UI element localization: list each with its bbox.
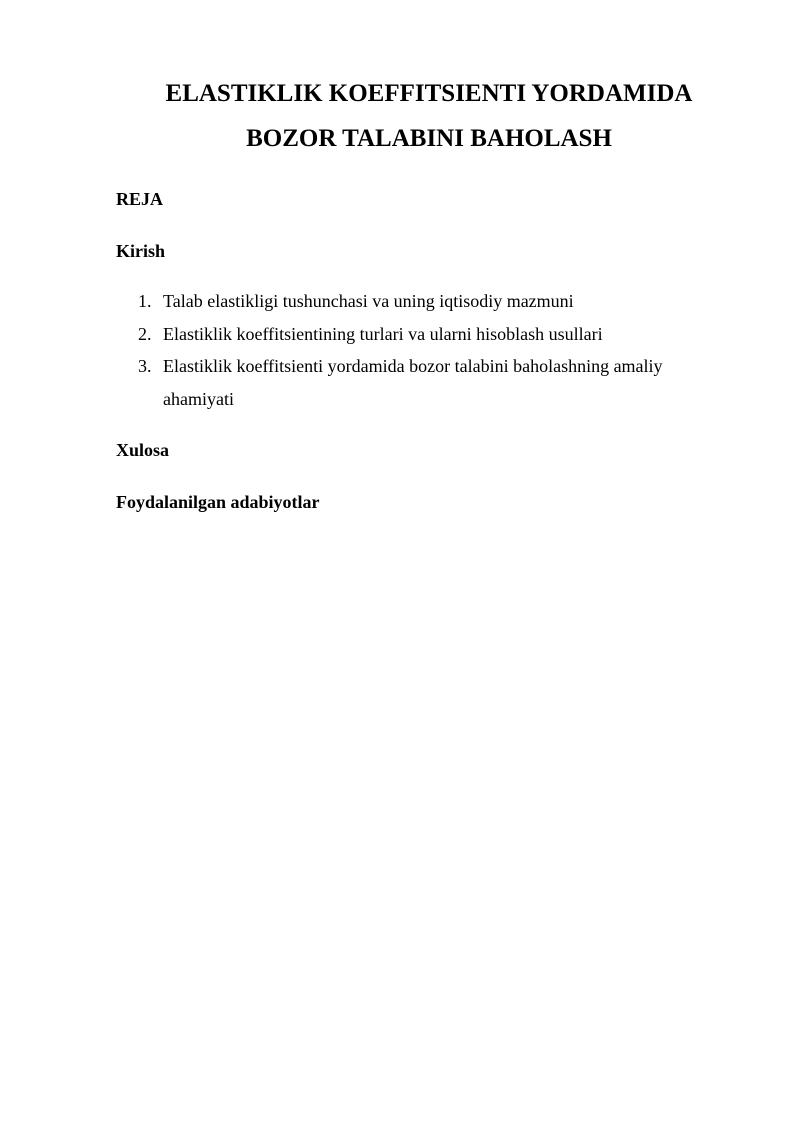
- plan-heading: REJA: [116, 189, 164, 209]
- list-item-number: 2.: [138, 324, 152, 344]
- intro-heading: Kirish: [116, 241, 166, 261]
- list-item-number: 3.: [138, 356, 152, 376]
- list-item-text: Talab elastikligi tushunchasi va uning iqtisodiy mazmuni: [163, 291, 574, 311]
- list-item-text: Elastiklik koeffitsienti yordamida bozor talabini baholashning amaliy: [163, 356, 663, 376]
- list-item-text: Elastiklik koeffitsientining turlari va ularni hisoblash usullari: [163, 324, 603, 344]
- document-title-line-2: BOZOR TALABINI BAHOLASH: [246, 125, 612, 152]
- conclusion-heading: Xulosa: [116, 440, 170, 460]
- document-title-line-1: ELASTIKLIK KOEFFITSIENTI YORDAMIDA: [165, 80, 693, 107]
- references-heading: Foydalanilgan adabiyotlar: [116, 492, 320, 512]
- list-item-number: 1.: [138, 291, 152, 311]
- list-item-text-continuation: ahamiyati: [163, 389, 234, 409]
